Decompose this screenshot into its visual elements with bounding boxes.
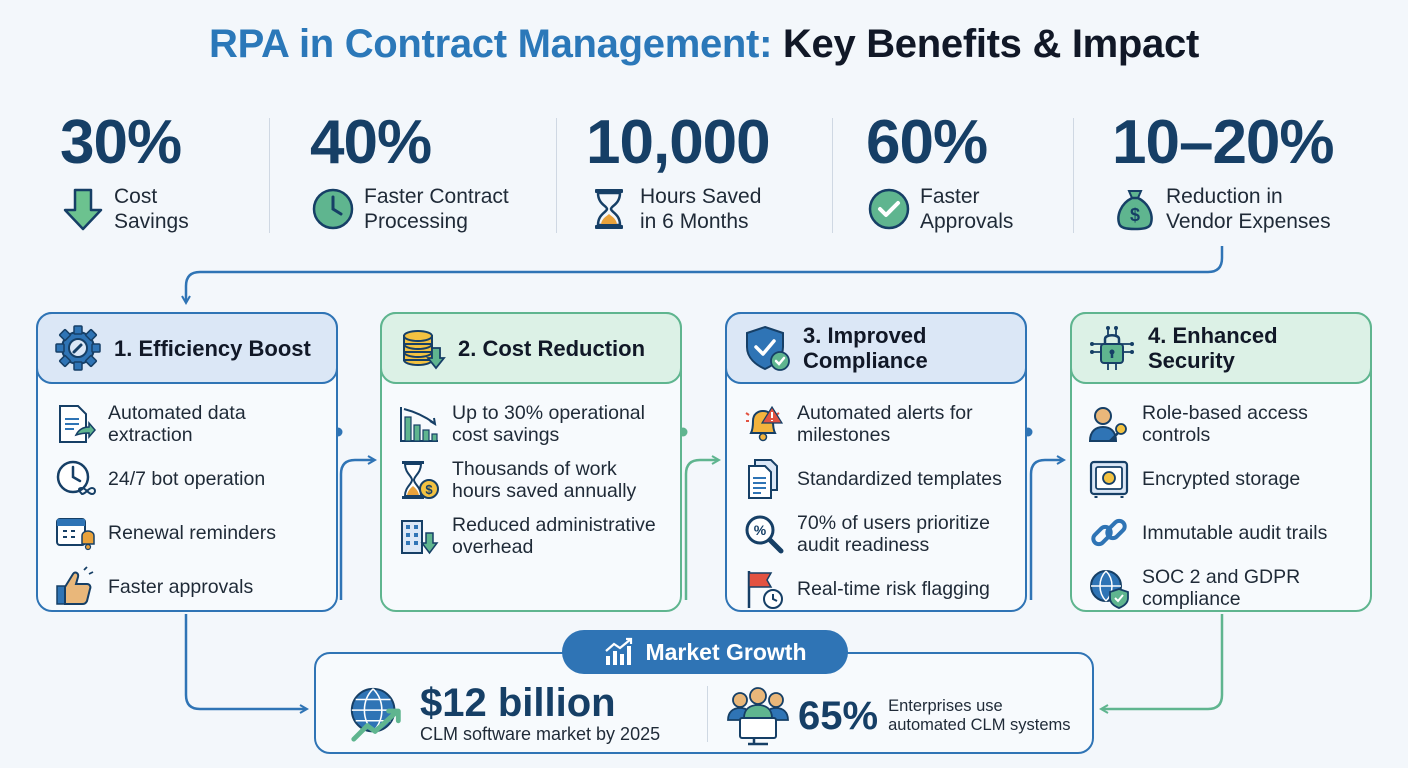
magnifier-percent-icon — [743, 513, 785, 555]
item-label: Thousands of work hours saved annually — [452, 458, 637, 502]
market-growth-header — [562, 630, 848, 674]
card-header — [725, 312, 1027, 384]
item-label: Renewal reminders — [108, 522, 276, 544]
item-label: Immutable audit trails — [1142, 522, 1328, 544]
stat-label: Faster Contract Processing — [364, 185, 509, 233]
list-item — [743, 458, 1015, 500]
chain-link-icon — [1088, 512, 1130, 554]
hourglass-coin-icon — [398, 459, 440, 501]
item-label: Reduced administrative overhead — [452, 514, 656, 558]
adoption-value: 65% — [798, 694, 879, 738]
card-enhanced-security — [1070, 312, 1372, 612]
item-label: Automated alerts for milestones — [797, 402, 973, 446]
item-label: 70% of users prioritize audit readiness — [797, 512, 990, 556]
item-label: SOC 2 and GDPR compliance — [1142, 566, 1301, 610]
market-size-label: CLM software market by 2025 — [420, 724, 661, 744]
stat-value: 40% — [310, 108, 432, 177]
divider — [707, 686, 708, 742]
list-item — [54, 402, 326, 446]
list-item — [743, 568, 1015, 610]
growth-chart-icon — [603, 636, 635, 668]
list-item — [398, 458, 670, 502]
documents-icon — [743, 458, 785, 500]
svg-text:%: % — [753, 522, 767, 538]
enterprise-adoption — [726, 686, 1071, 746]
list-item — [1088, 402, 1360, 446]
card-efficiency-boost — [36, 312, 338, 612]
list-item — [743, 512, 1015, 556]
gear-icon — [54, 324, 102, 372]
item-label: Automated data extraction — [108, 402, 246, 446]
coins-down-icon — [398, 324, 446, 372]
team-computer-icon — [726, 686, 790, 746]
list-item — [1088, 512, 1360, 554]
card-cost-reduction — [380, 312, 682, 612]
stat-label: Faster Approvals — [920, 185, 1014, 233]
svg-text:$: $ — [425, 482, 433, 497]
stat-value: 60% — [866, 108, 988, 177]
bar-chart-down-icon — [398, 403, 440, 445]
item-label: Role-based access controls — [1142, 402, 1308, 446]
calendar-bell-icon — [54, 512, 96, 554]
market-growth-title: Market Growth — [645, 638, 807, 665]
adoption-label: Enterprises use automated CLM systems — [888, 697, 1071, 734]
item-label: Up to 30% operational cost savings — [452, 402, 645, 446]
globe-growth-icon — [346, 683, 408, 745]
list-item — [398, 402, 670, 446]
user-key-icon — [1088, 403, 1130, 445]
item-label: Encrypted storage — [1142, 468, 1301, 490]
list-item — [1088, 458, 1360, 500]
market-size-value: $12 billion — [420, 681, 616, 725]
shield-check-icon — [743, 324, 791, 372]
stat-value: 30% — [60, 108, 182, 177]
safe-icon — [1088, 458, 1130, 500]
list-item — [743, 402, 1015, 446]
card-title: 3. Improved Compliance — [803, 323, 928, 373]
list-item — [54, 512, 326, 554]
list-item — [398, 514, 670, 558]
title-part-1: RPA in Contract Management: — [209, 22, 773, 66]
stat-value: 10,000 — [586, 108, 770, 177]
stat-value: 10–20% — [1112, 108, 1334, 177]
list-item — [54, 458, 326, 500]
card-header — [1070, 312, 1372, 384]
card-title: 1. Efficiency Boost — [114, 335, 311, 361]
list-item — [1088, 566, 1360, 610]
circuit-lock-icon — [1088, 324, 1136, 372]
flag-clock-icon — [743, 568, 785, 610]
card-title: 2. Cost Reduction — [458, 335, 646, 361]
item-label: Real-time risk flagging — [797, 578, 990, 600]
market-size — [346, 682, 660, 745]
card-header — [380, 312, 682, 384]
card-improved-compliance — [725, 312, 1027, 612]
stat-label: Cost Savings — [114, 185, 189, 233]
card-title: 4. Enhanced Security — [1148, 323, 1278, 373]
stat-label: Reduction in Vendor Expenses — [1166, 185, 1331, 233]
alert-bell-icon — [743, 403, 785, 445]
thumbs-up-icon — [54, 566, 96, 608]
globe-shield-icon — [1088, 567, 1130, 609]
svg-text:$: $ — [1129, 205, 1141, 225]
clock-infinity-icon — [54, 458, 96, 500]
stat-label: Hours Saved in 6 Months — [640, 185, 762, 233]
item-label: Faster approvals — [108, 576, 254, 598]
title-part-2: Key Benefits & Impact — [782, 22, 1199, 66]
building-down-icon — [398, 515, 440, 557]
list-item — [54, 566, 326, 608]
document-arrow-icon — [54, 403, 96, 445]
item-label: 24/7 bot operation — [108, 468, 266, 490]
item-label: Standardized templates — [797, 468, 1002, 490]
card-header — [36, 312, 338, 384]
